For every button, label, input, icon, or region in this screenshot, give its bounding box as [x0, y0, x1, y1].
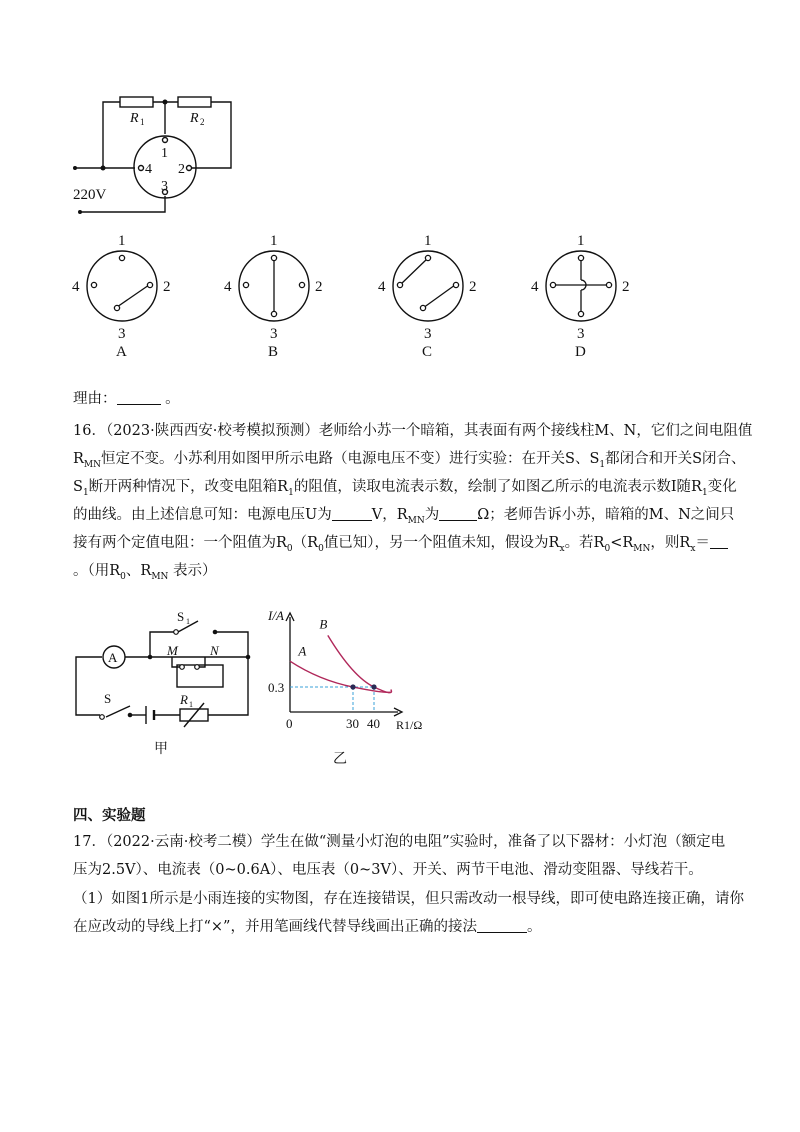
svg-text:3: 3	[577, 326, 585, 342]
svg-text:1: 1	[186, 617, 190, 626]
x-axis-label: R1/Ω	[396, 718, 423, 732]
caption-jia: 甲	[154, 742, 168, 757]
svg-text:1: 1	[161, 146, 168, 161]
svg-text:4: 4	[72, 279, 80, 295]
rmn-blank[interactable]	[439, 506, 477, 521]
svg-text:2: 2	[469, 279, 477, 295]
voltage-blank[interactable]	[332, 506, 372, 521]
option-d-label: D	[575, 344, 586, 360]
x-tick-40: 40	[367, 716, 380, 731]
svg-text:1: 1	[270, 233, 278, 249]
y-tick-0.3: 0.3	[268, 680, 285, 696]
svg-text:2: 2	[622, 279, 630, 295]
series-a-label: A	[298, 643, 307, 659]
q17-line-2: 压为2.5V）、电流表（0~0.6A）、电压表（0~3V）、开关、两节干电池、滑动变阻器、导线若干。	[73, 862, 703, 878]
option-a-diagram	[65, 228, 185, 358]
svg-text:2: 2	[178, 162, 185, 177]
voltage-label: 220V	[73, 187, 107, 203]
ammeter-label: A	[108, 650, 118, 665]
svg-text:3: 3	[270, 326, 278, 342]
x-tick-0: 0	[286, 716, 293, 731]
svg-text:2: 2	[163, 279, 171, 295]
caption-yi: 乙	[333, 752, 347, 767]
svg-text:4: 4	[378, 279, 386, 295]
svg-text:1: 1	[140, 117, 145, 127]
reason-blank[interactable]	[117, 390, 161, 405]
svg-text:3: 3	[118, 326, 126, 342]
circuit-jia	[70, 605, 270, 755]
chart-yi	[268, 605, 438, 770]
q16-line-6: 。（用$R_0$、$R_{MN}$ 表示）	[73, 563, 217, 582]
q16-line-4: 的曲线。由上述信息可知：电源电压U为 V，$R_{MN}$为 Ω；老师告诉小苏，暗箱的M、N之间只	[73, 507, 735, 526]
q17-line-3: （1）如图1所示是小雨连接的实物图，存在连接错误，但只需改动一根导线，即可使电路连接正确，请你	[73, 891, 744, 907]
option-d-diagram	[524, 228, 644, 358]
section-4-title: 四、实验题	[73, 808, 146, 824]
svg-text:1: 1	[424, 233, 432, 249]
point-30	[350, 684, 355, 689]
svg-text:1: 1	[577, 233, 585, 249]
y-axis-label: I/A	[268, 608, 284, 623]
q17-blank[interactable]	[477, 918, 527, 933]
q16-line-1: 16．（2023·陕西西安·校考模拟预测）老师给小苏一个暗箱，其表面有两个接线柱M、N，它们之间电阻值	[73, 423, 753, 439]
svg-text:R: R	[180, 692, 188, 707]
rx-blank[interactable]	[710, 534, 728, 549]
option-b-label: B	[268, 344, 279, 360]
q16-line-3: $S_1$断开两种情况下，改变电阻箱$R_1$的阻值，读取电流表示数，绘制了如图乙所示的电流表示数I随$R_1$变化	[73, 479, 737, 498]
option-c-diagram	[371, 228, 491, 358]
svg-text:4: 4	[145, 162, 152, 177]
point-40	[371, 684, 376, 689]
svg-text:N: N	[210, 643, 219, 658]
svg-text:M: M	[167, 643, 178, 658]
svg-text:4: 4	[224, 279, 232, 295]
option-a-label: A	[116, 344, 127, 360]
q16-line-5: 接有两个定值电阻：一个阻值为$R_0(R_0$值已知），另一个阻值未知，假设为$R_x$。若$R_0<R_{MN}$，则$R_x=$	[73, 533, 728, 559]
x-tick-30: 30	[346, 716, 359, 731]
svg-text:4: 4	[531, 279, 539, 295]
series-b-label: B	[319, 616, 328, 632]
svg-text:S: S	[104, 691, 112, 706]
svg-text:2: 2	[315, 279, 323, 295]
circuit-switch-diagram	[0, 0, 800, 220]
svg-text:2: 2	[200, 117, 205, 127]
r2-label: R	[190, 111, 199, 126]
svg-text:3: 3	[424, 326, 432, 342]
option-b-diagram	[217, 228, 337, 358]
option-c-label: C	[422, 344, 433, 360]
q17-line-4: 在应改动的导线上打“×”，并用笔画线代替导线画出正确的接法 。	[73, 919, 542, 935]
svg-text:1: 1	[118, 233, 126, 249]
q16-line-2: $R_{MN}$恒定不变。小苏利用如图甲所示电路（电源电压不变）进行实验：在开关S、$S_1$都闭合和开关S闭合、	[73, 451, 746, 470]
svg-text:3: 3	[161, 179, 168, 194]
svg-text:S: S	[177, 609, 185, 624]
svg-text:1: 1	[189, 700, 193, 709]
series-b-curve	[328, 635, 392, 692]
reason-line: 理由： 。	[73, 391, 180, 407]
q17-line-1: 17．（2022·云南·校考二模）学生在做“测量小灯泡的电阻”实验时，准备了以下器材：小灯泡（额定电	[73, 834, 726, 850]
r1-label: R	[130, 111, 139, 126]
